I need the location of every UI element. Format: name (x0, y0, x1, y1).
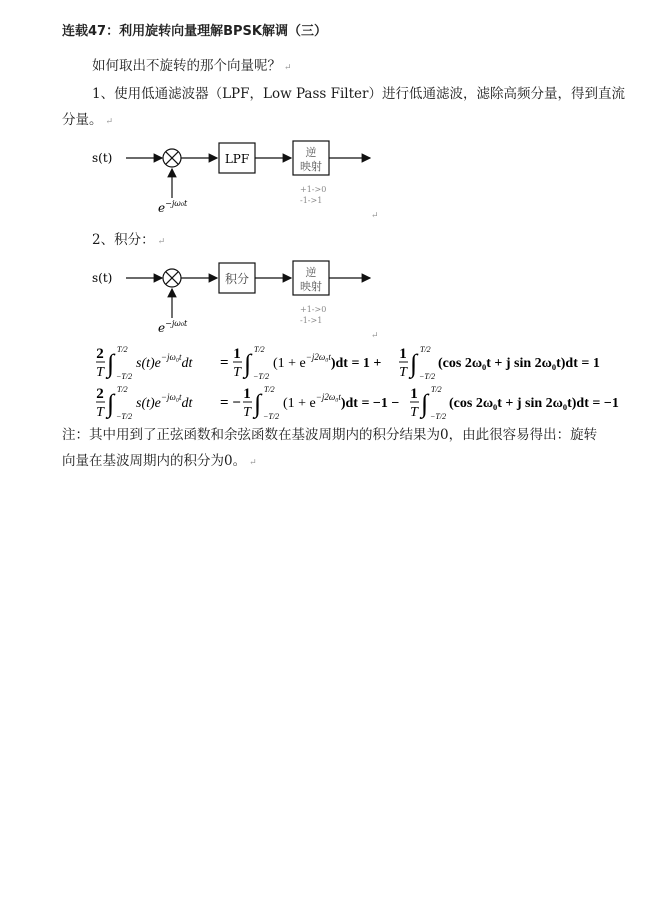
note-line2-text: 向量在基波周期内的积分为0。 (62, 453, 247, 469)
mapping-rule-1: +1->0 (300, 305, 327, 314)
eq2-integrand: $s(t)e^{-j\omega_0t}dt$ (136, 392, 193, 411)
eq2-frac3-numerator: 1 (410, 386, 418, 402)
multiplier-icon (163, 269, 181, 287)
input-label: s(t) (92, 271, 113, 285)
eq2-frac2-numerator: 1 (243, 386, 251, 402)
eq2-fraction-denominator: T (96, 405, 104, 420)
eq1-tail: (cos 2ω₀t + j sin 2ω₀t)dt = 1 (438, 356, 600, 371)
eq1-equals: = (220, 355, 229, 371)
eq1-upper-limit-2: T/2 (254, 345, 265, 354)
integral-icon: ∫ (410, 349, 418, 378)
lpf-block-label: LPF (224, 152, 250, 166)
eq2-lower-limit: −T/2 (116, 412, 133, 421)
eq1-frac2-denominator: T (233, 365, 241, 380)
eq1-upper-limit: T/2 (117, 345, 128, 354)
item1-line2-text: 分量。 (62, 112, 103, 128)
item2-paragraph (92, 229, 165, 253)
note-line1: 注：其中用到了正弦函数和余弦函数在基波周期内的积分结果为0，由此很容易得出：旋转 (62, 427, 598, 443)
eq2-frac3-denominator: T (410, 405, 418, 420)
demap-label-line1: 逆 (305, 146, 317, 159)
item1-line1: 1、使用低通滤波器（LPF，Low Pass Filter）进行低通滤波，滤除高频分量，得到直流 (92, 86, 625, 102)
eq1-frac2-numerator: 1 (233, 346, 241, 362)
eq2-fraction-numerator: 2 (96, 386, 104, 402)
eq2-frac2-denominator: T (243, 405, 251, 420)
integrator-block-diagram (80, 258, 400, 346)
note-line2 (62, 450, 257, 474)
eq1-lower-limit: −T/2 (116, 372, 133, 381)
eq1-lower-limit-2: −T/2 (253, 372, 270, 381)
eq1-fraction-denominator: T (96, 365, 104, 380)
paragraph-mark-icon: ↵ (157, 237, 166, 247)
paragraph-mark-icon: ↵ (284, 63, 292, 73)
demap-label-line2: 映射 (300, 160, 322, 173)
integral-icon: ∫ (254, 389, 262, 418)
multiplier-icon (163, 149, 181, 167)
eq2-lower-limit-2: −T/2 (263, 412, 280, 421)
eq1-frac3-denominator: T (399, 365, 407, 380)
paragraph-mark-icon: ↵ (371, 331, 379, 341)
integral-icon: ∫ (107, 349, 115, 378)
question-text: 如何取出不旋转的那个向量呢？ (92, 58, 281, 74)
equation-1 (96, 342, 636, 382)
equation-2 (96, 382, 636, 422)
integral-icon: ∫ (107, 389, 115, 418)
integral-icon: ∫ (421, 389, 429, 418)
mapping-rule-1: +1->0 (300, 185, 327, 194)
question-paragraph (92, 55, 292, 79)
mapping-rule-2: -1->1 (300, 196, 323, 205)
integrator-block-label: 积分 (224, 272, 250, 286)
paragraph-mark-icon: ↵ (105, 117, 114, 127)
eq2-equals: = − (220, 395, 241, 411)
eq2-upper-limit: T/2 (117, 385, 128, 394)
eq2-tail: (cos 2ω₀t + j sin 2ω₀t)dt = −1 (449, 396, 619, 411)
mapping-rule-2: -1->1 (300, 316, 323, 325)
integral-icon: ∫ (244, 349, 252, 378)
eq1-upper-limit-3: T/2 (420, 345, 431, 354)
eq1-body: $(1 + e^{-j2\omega_0t})dt = 1$ + (273, 352, 382, 371)
eq2-upper-limit-3: T/2 (431, 385, 442, 394)
item1-line2 (62, 109, 113, 133)
article-title: 连载47：利用旋转向量理解BPSK解调（三） (62, 24, 327, 39)
eq1-frac3-numerator: 1 (399, 346, 407, 362)
eq1-fraction-numerator: 2 (96, 346, 104, 362)
carrier-label: $e^{-j\omega_0t}$ (158, 319, 188, 335)
paragraph-mark-icon: ↵ (371, 211, 379, 221)
eq2-lower-limit-3: −T/2 (430, 412, 447, 421)
eq2-upper-limit-2: T/2 (264, 385, 275, 394)
eq1-lower-limit-3: −T/2 (419, 372, 436, 381)
input-label: s(t) (92, 151, 113, 165)
carrier-label: $e^{-j\omega_0t}$ (158, 199, 188, 215)
eq2-body: $(1 + e^{-j2\omega_0t})dt = -1$ − (283, 392, 400, 411)
item2-text: 2、积分： (92, 232, 155, 248)
paragraph-mark-icon: ↵ (249, 458, 257, 468)
eq1-integrand: $s(t)e^{-j\omega_0t}dt$ (136, 352, 193, 371)
demap-label-line2: 映射 (300, 280, 322, 293)
demap-label-line1: 逆 (305, 266, 317, 279)
lpf-block-diagram (80, 138, 400, 226)
